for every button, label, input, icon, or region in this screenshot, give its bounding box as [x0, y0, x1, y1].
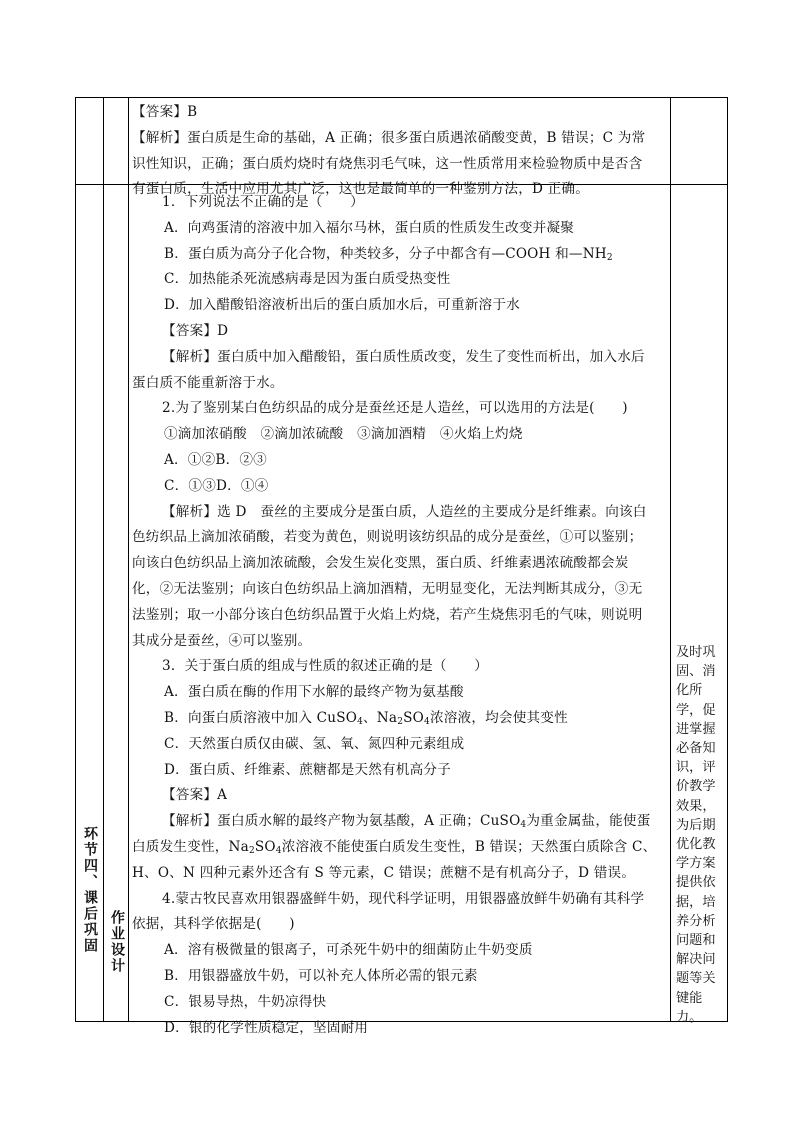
analysis-line: 有蛋白质，生活中应用尤其广泛，这也是最简单的一种鉴别方法，D 正确。: [132, 181, 590, 198]
question-2-analysis: 向该白色纺织品上滴加浓硫酸，会发生炭化变黑，蛋白质、纤维素遇浓硫酸都会炭: [132, 555, 629, 572]
question-2-option-a: A．①②: [164, 451, 216, 468]
question-2-option-d: D．①④: [215, 477, 269, 494]
question-1-answer: 【答案】D: [162, 322, 229, 339]
question-1-option-d: D．加入醋酸铅溶液析出后的蛋白质加水后，可重新溶于水: [164, 297, 520, 314]
question-3-option-a: A．蛋白质在酶的作用下水解的最终产物为氨基酸: [164, 684, 464, 701]
question-4-stem: 依据，其科学依据是( ): [132, 916, 295, 933]
question-1-stem: 1．下列说法不正确的是（ ）: [162, 194, 364, 210]
question-4-option-d: D．银的化学性质稳定，坚固耐用: [164, 1019, 369, 1036]
question-3-option-d: D．蛋白质、纤维素、蔗糖都是天然有机高分子: [164, 761, 451, 778]
question-2-option-b: B．②③: [215, 451, 267, 468]
previous-answer-cell: [132, 100, 670, 203]
question-2-analysis: 其成分是蚕丝，④可以鉴别。: [132, 632, 312, 649]
question-1-option-a: A．向鸡蛋清的溶液中加入福尔马林，蛋白质的性质发生改变并凝聚: [164, 219, 575, 236]
question-2-analysis: 【解析】选 D 蚕丝的主要成分是蛋白质，人造丝的主要成分是纤维素。向该白: [162, 503, 647, 520]
question-1-option-b: B．蛋白质为高分子化合物，种类较多，分子中都含有—COOH 和$—NH_2$: [164, 245, 613, 263]
question-2-methods: ①滴加浓硝酸 ②滴加浓硫酸 ③滴加酒精 ④火焰上灼烧: [164, 426, 523, 443]
question-4-stem: 4.蒙古牧民喜欢用银器盛鲜牛奶，现代科学证明，用银器盛放鲜牛奶确有其科学: [162, 890, 645, 907]
question-2-options-row: [132, 474, 670, 500]
question-2-analysis: 色纺织品上滴加浓硝酸，若变为黄色，则说明该纺织品的成分是蚕丝，①可以鉴别；: [132, 529, 643, 546]
design-purpose-text: 及时巩固、消化所学，促进掌握必备知识，评价教学效果，为后期优化教学方案提供依据，培养分析问题和解决问题等关键能力。: [676, 645, 716, 1025]
column-divider: [670, 97, 671, 1022]
question-2-analysis: 法鉴别；取一小部分该白色纺织品置于火焰上灼烧，若产生烧焦羽毛的气味，则说明: [132, 606, 643, 623]
question-1-analysis: 蛋白质不能重新溶于水。: [132, 374, 284, 391]
answer-label: 【答案】B: [132, 104, 198, 120]
section-label: 环节四、课后巩固: [82, 826, 98, 954]
question-3-analysis: 【解析】蛋白质水解的最终产物为氨基酸，A 正确；CuSO$_4$为重金属盐，能使蛋: [162, 813, 651, 831]
question-4-option-a: A．溶有极微量的银离子，可杀死牛奶中的细菌防止牛奶变质: [164, 942, 533, 959]
analysis-line: 识性知识，正确；蛋白质灼烧时有烧焦羽毛气味，这一性质常用来检验物质中是否含: [132, 155, 643, 172]
question-1-option-c: C．加热能杀死流感病毒是因为蛋白质受热变性: [164, 271, 451, 288]
homework-cell: [132, 190, 670, 1041]
question-3-analysis: H、O、N 四种元素外还含有 S 等元素，C 错误；蔗糖不是有机高分子，D 错误。: [132, 864, 636, 881]
question-4-option-c: C．银易导热，牛奶凉得快: [164, 993, 327, 1010]
question-3-answer: 【答案】A: [162, 787, 228, 804]
question-2-options-row: [132, 448, 670, 474]
question-2-stem: 2.为了鉴别某白色纺织品的成分是蚕丝还是人造丝，可以选用的方法是( ): [162, 400, 628, 417]
question-4-option-b: B．用银器盛放牛奶，可以补充人体所必需的银元素: [164, 967, 478, 984]
analysis-line: 【解析】蛋白质是生命的基础，A 正确；很多蛋白质遇浓硝酸变黄，B 错误；C 为常: [132, 129, 646, 146]
question-2-analysis: 化，②无法鉴别；向该白色纺织品上滴加酒精，无明显变化，无法判断其成分，③无: [132, 580, 643, 597]
sub-label: 作业设计: [109, 910, 125, 974]
question-3-stem: 3．关于蛋白质的组成与性质的叙述正确的是（ ）: [162, 658, 489, 675]
question-1-analysis: 【解析】蛋白质中加入醋酸铅，蛋白质性质改变，发生了变性而析出，加入水后: [162, 348, 645, 365]
question-3-option-b: B．向蛋白质溶液中加入 CuSO$_4$、$Na_2SO_4$浓溶液，均会使其变性: [164, 709, 568, 727]
column-divider: [103, 97, 104, 1022]
question-3-analysis: 白质发生变性，$Na_2SO_4$浓溶液不能使蛋白质发生变性，B 错误；天然蛋白质除含 C、: [132, 838, 657, 856]
question-3-option-c: C．天然蛋白质仅由碳、氢、氧、氮四种元素组成: [164, 735, 465, 752]
column-divider: [128, 97, 129, 1022]
question-2-option-c: C．①③: [164, 477, 216, 494]
